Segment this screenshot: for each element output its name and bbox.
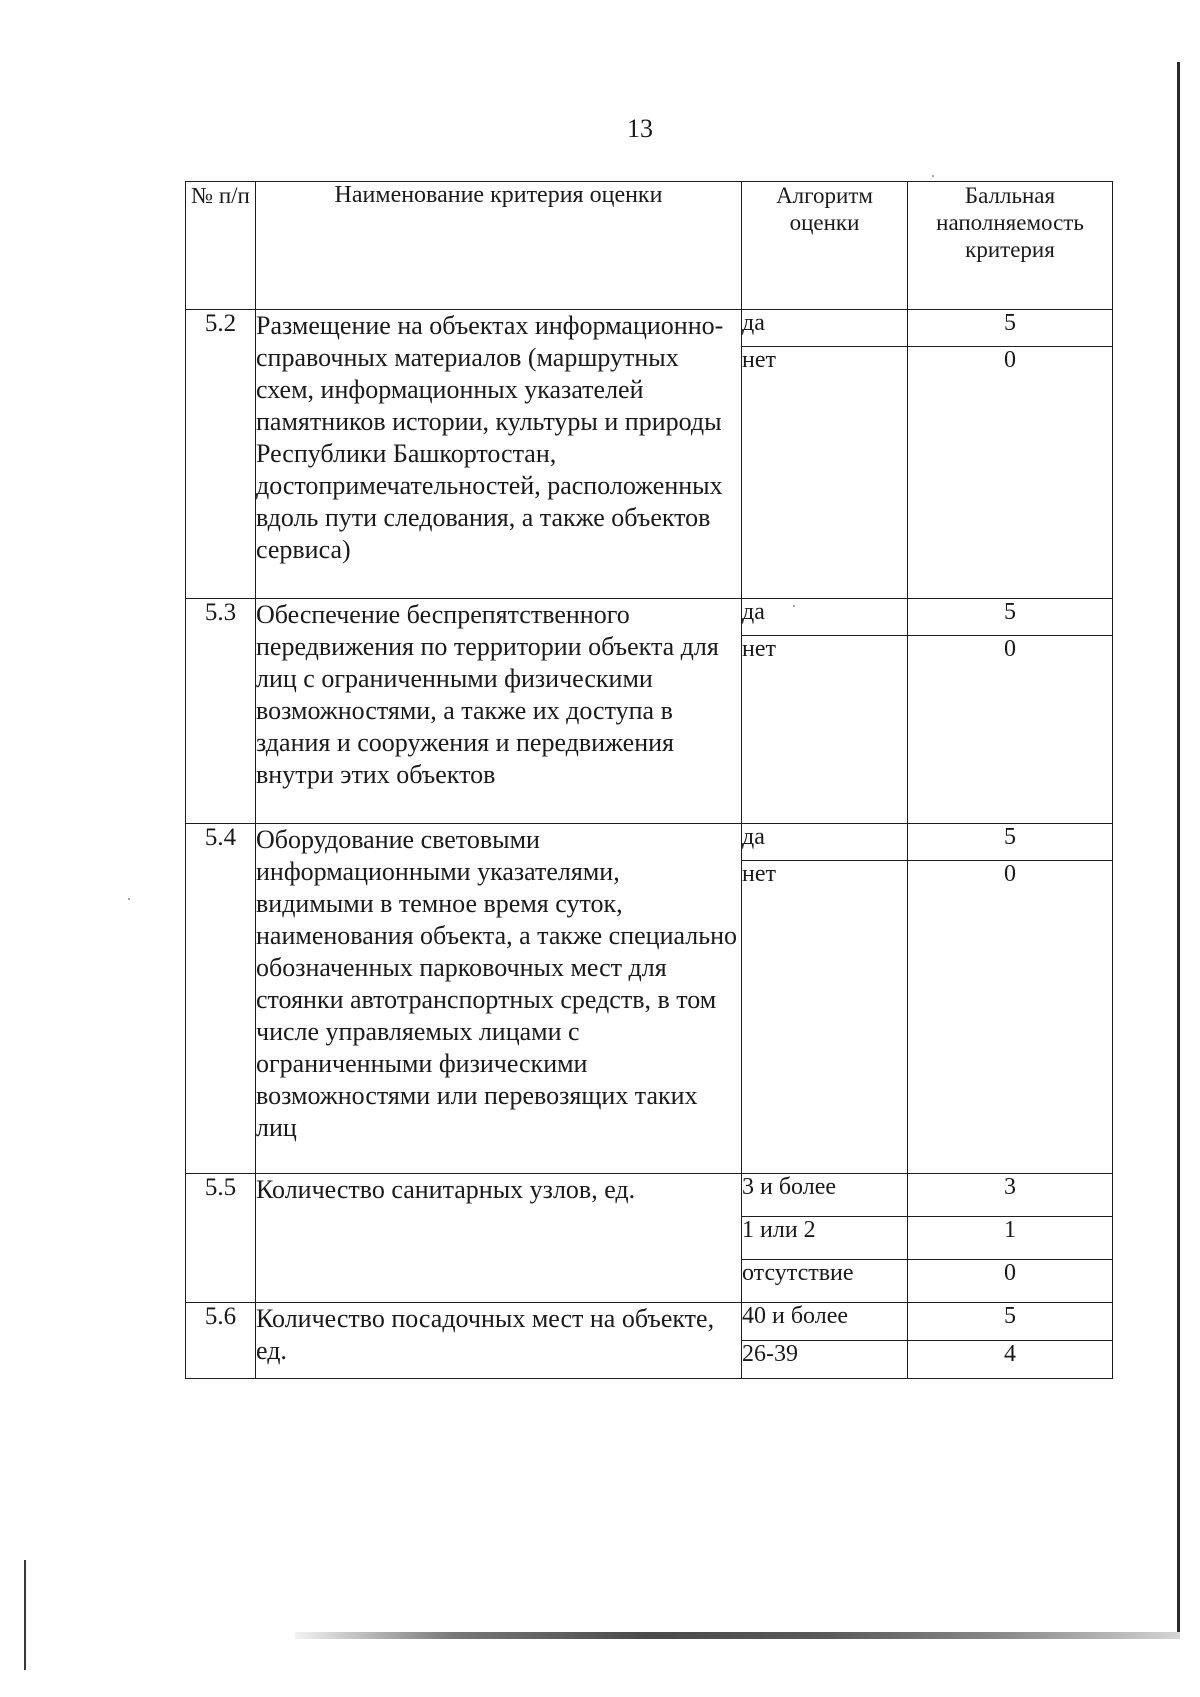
criterion-name: Обеспечение беспрепятственного передвижения по территории объекта для лиц с ограниченными физическими возможностями, а также их доступа в здания и сооружения и передвижения внутри этих объектов <box>256 599 742 824</box>
row-number: 5.5 <box>186 1174 256 1303</box>
score-value: 5 <box>908 599 1113 636</box>
algorithm-option: нет <box>742 861 908 1174</box>
score-value: 3 <box>908 1174 1113 1217</box>
algorithm-option: 40 и более <box>742 1303 908 1341</box>
algorithm-option: 3 и более <box>742 1174 908 1217</box>
scan-speck <box>932 175 934 177</box>
row-number: 5.3 <box>186 599 256 824</box>
table-row <box>186 824 1113 861</box>
table-header-row <box>186 182 1113 310</box>
scan-speck <box>128 898 130 900</box>
algorithm-option: да <box>742 599 908 636</box>
page-number: 13 <box>627 114 653 143</box>
row-number: 5.2 <box>186 310 256 599</box>
table-row <box>186 310 1113 347</box>
header-number: № п/п <box>186 182 256 310</box>
criterion-name: Размещение на объектах информационно-справочных материалов (маршрутных схем, информационных указателей памятников истории, культуры и природы Республики Башкортостан, достопримечательностей, расположенных вдоль пути следования, а также объектов сервиса) <box>256 310 742 599</box>
row-number: 5.6 <box>186 1303 256 1379</box>
criterion-name: Оборудование световыми информационными указателями, видимыми в темное время суток, наименования объекта, а также специально обозначенных парковочных мест для стоянки автотранспортных средств, в том числе управляемых лицами с ограниченными физическими возможностями или перевозящих таких лиц <box>256 824 742 1174</box>
algorithm-option: 26-39 <box>742 1341 908 1379</box>
header-algorithm: Алгоритм оценки <box>742 182 908 310</box>
score-value: 4 <box>908 1341 1113 1379</box>
table-row <box>186 1303 1113 1341</box>
score-value: 0 <box>908 861 1113 1174</box>
score-value: 5 <box>908 824 1113 861</box>
score-value: 0 <box>908 347 1113 599</box>
score-value: 0 <box>908 1260 1113 1303</box>
algorithm-option: да <box>742 824 908 861</box>
scan-bottom-edge <box>295 1632 1180 1639</box>
criterion-name: Количество санитарных узлов, ед. <box>256 1174 742 1303</box>
criterion-name: Количество посадочных мест на объекте, ед. <box>256 1303 742 1379</box>
algorithm-option: да <box>742 310 908 347</box>
table-row <box>186 1174 1113 1217</box>
algorithm-option: нет <box>742 636 908 824</box>
table-row <box>186 599 1113 636</box>
scan-edge-right <box>1177 62 1180 1632</box>
score-value: 1 <box>908 1217 1113 1260</box>
criteria-table <box>185 181 1113 1379</box>
row-number: 5.4 <box>186 824 256 1174</box>
algorithm-option: нет <box>742 347 908 599</box>
algorithm-option: отсутствие <box>742 1260 908 1303</box>
header-score: Балльная наполняемость критерия <box>908 182 1113 310</box>
scan-edge-left <box>24 1560 26 1670</box>
header-criterion-name: Наименование критерия оценки <box>256 182 742 310</box>
algorithm-option: 1 или 2 <box>742 1217 908 1260</box>
score-value: 5 <box>908 310 1113 347</box>
score-value: 5 <box>908 1303 1113 1341</box>
score-value: 0 <box>908 636 1113 824</box>
